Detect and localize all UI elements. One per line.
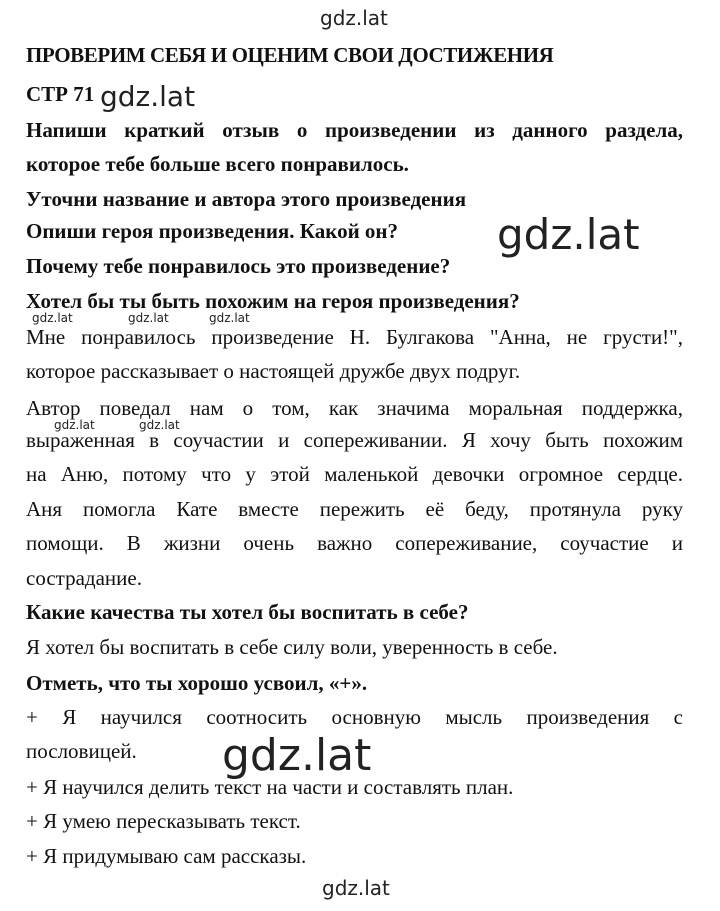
answer-line: Мне понравилось произведение Н. Булгакова "Анна, не грусти!", — [26, 325, 683, 349]
question-line: Уточни название и автора этого произведения — [26, 187, 467, 211]
question-line: Почему тебе понравилось это произведение? — [26, 254, 451, 278]
watermark-large: gdz.lat — [222, 730, 372, 781]
watermark-inline: gdz.lat — [100, 80, 196, 113]
answer-line: Я хотел бы воспитать в себе силу воли, уверенность в себе. — [26, 635, 558, 659]
page-number: СТР 71 — [26, 82, 95, 106]
watermark-small: gdz.lat — [139, 418, 180, 432]
checklist-item: + Я умею пересказывать текст. — [26, 809, 301, 833]
question-line: Напиши краткий отзыв о произведении из данного раздела, — [26, 118, 683, 142]
checklist-item: + Я научился соотносить основную мысль произведения с — [26, 705, 683, 729]
answer-line: выраженная в соучастии и сопереживании. Я хочу быть похожим — [26, 428, 683, 452]
question-line: Отметь, что ты хорошо усвоил, «+». — [26, 671, 368, 695]
watermark-large: gdz.lat — [497, 210, 640, 259]
page-title: ПРОВЕРИМ СЕБЯ И ОЦЕНИМ СВОИ ДОСТИЖЕНИЯ — [26, 43, 554, 67]
question-line: Какие качества ты хотел бы воспитать в себе? — [26, 600, 469, 624]
watermark-bottom: gdz.lat — [322, 876, 390, 900]
question-line: Хотел бы ты быть похожим на героя произведения? — [26, 289, 520, 313]
question-line: Опиши героя произведения. Какой он? — [26, 219, 399, 243]
answer-line: сострадание. — [26, 566, 142, 590]
checklist-item: + Я научился делить текст на части и составлять план. — [26, 775, 514, 799]
checklist-item: + Я придумываю сам рассказы. — [26, 844, 307, 868]
watermark-small: gdz.lat — [128, 311, 169, 325]
watermark-top: gdz.lat — [320, 6, 388, 30]
answer-line: Автор поведал нам о том, как значима моральная поддержка, — [26, 396, 683, 420]
answer-line: на Аню, потому что у этой маленькой девочки огромное сердце. — [26, 462, 683, 486]
checklist-item: пословицей. — [26, 739, 137, 763]
answer-line: помощи. В жизни очень важно сопереживание, соучастие и — [26, 531, 683, 555]
watermark-small: gdz.lat — [209, 311, 250, 325]
watermark-small: gdz.lat — [32, 311, 73, 325]
answer-line: которое рассказывает о настоящей дружбе двух подруг. — [26, 359, 521, 383]
watermark-small: gdz.lat — [54, 418, 95, 432]
answer-line: Аня помогла Кате вместе пережить её беду, протянула руку — [26, 497, 683, 521]
question-line: которое тебе больше всего понравилось. — [26, 152, 409, 176]
